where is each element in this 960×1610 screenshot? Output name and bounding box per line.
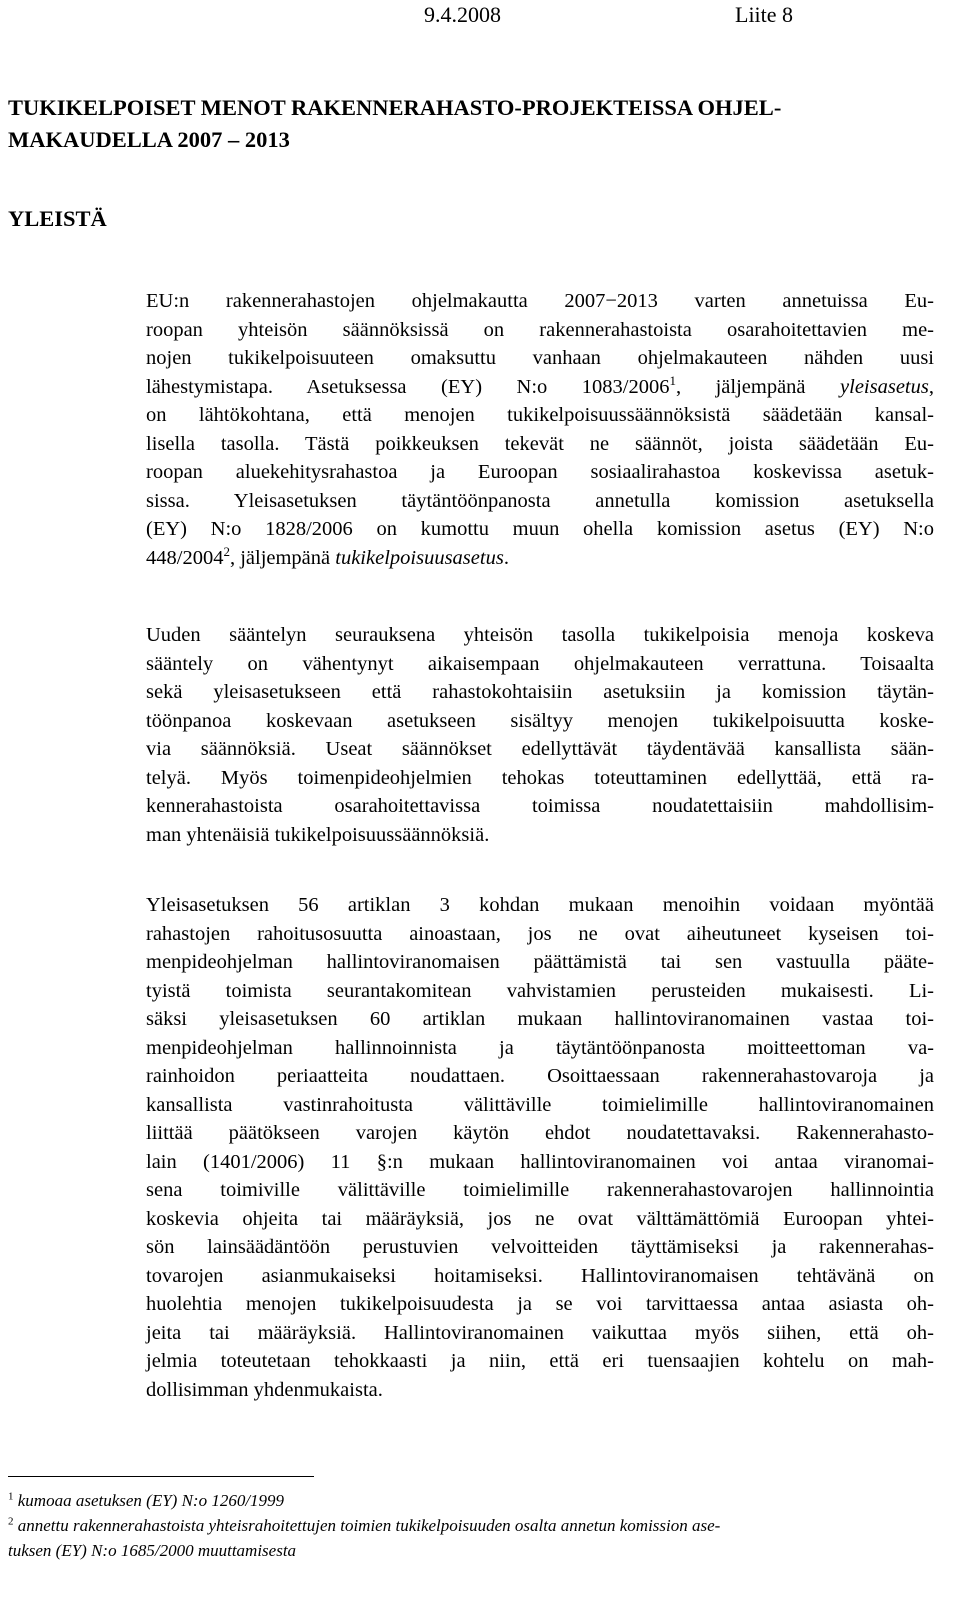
text-line: Uuden sääntelyn seurauksena yhteisön tasolla tukikelpoisia menoja koskeva bbox=[146, 624, 934, 646]
text-line: sekä yleisasetukseen että rahastokohtaisiin asetuksiin ja komission täytän- bbox=[146, 681, 934, 703]
text-line: rahastojen rahoitusosuutta ainoastaan, jos ne ovat aiheutuneet kyseisen toi- bbox=[146, 922, 934, 945]
text-line: (EY) N:o 1828/2006 on kumottu muun ohella komission asetus (EY) N:o bbox=[146, 518, 934, 540]
footnote-number: 1 bbox=[8, 1490, 14, 1503]
text-line: huolehtia menojen tukikelpoisuudesta ja se voi tarvittaessa antaa asiasta oh- bbox=[146, 1293, 934, 1315]
text-line: koskevia ohjeita tai määräyksiä, jos ne ovat välttämättömiä Euroopan yhtei- bbox=[146, 1207, 934, 1230]
footnote-ref-1: 1 bbox=[669, 372, 676, 388]
text-line: Yleisasetuksen 56 artiklan 3 kohdan mukaan menoihin voidaan myöntää bbox=[146, 894, 934, 916]
text-line: menpideohjelman hallintoviranomaisen päättämistä tai sen vastuulla pääte- bbox=[146, 951, 934, 973]
text-line: säksi yleisasetuksen 60 artiklan mukaan hallintoviranomainen vastaa toi- bbox=[146, 1008, 934, 1030]
text-line: EU:n rakennerahastojen ohjelmakautta 2007−2013 varten annetuissa Eu- bbox=[146, 290, 934, 312]
text-line: sääntely on vähentynyt aikaisempaan ohjelmakauteen verrattuna. Toisaalta bbox=[146, 652, 934, 675]
text-line: tyistä toimista seurantakomitean vahvistamien perusteiden mukaisesti. Li- bbox=[146, 979, 934, 1002]
footnote-text: kumoaa asetuksen (EY) N:o 1260/1999 bbox=[17, 1491, 285, 1510]
text-line: sena toimiville välittäville toimielimille rakennerahastovarojen hallinnointia bbox=[146, 1179, 934, 1201]
document-title bbox=[8, 92, 948, 156]
text-line: sön lainsäädäntöön perustuvien velvoitteiden täyttämiseksi ja rakennerahas- bbox=[146, 1236, 934, 1258]
text-line: tovarojen asianmukaiseksi hoitamiseksi. Hallintoviranomaisen tehtävänä on bbox=[146, 1264, 934, 1287]
text-line: man yhtenäisiä tukikelpoisuussäännöksiä. bbox=[146, 823, 490, 846]
text-line: sissa. Yleisasetuksen täytäntöönpanosta annetulla komission asetuksella bbox=[146, 489, 934, 512]
title-line: TUKIKELPOISET MENOT RAKENNERAHASTO-PROJEKTEISSA OHJEL- bbox=[8, 95, 782, 120]
paragraph-1 bbox=[146, 287, 934, 572]
footnote-ref-2: 2 bbox=[223, 543, 230, 559]
footnote-divider bbox=[8, 1476, 314, 1477]
text-line: jelmia toteutetaan tehokkaasti ja niin, että eri tuensaajien kohtelu on mah- bbox=[146, 1350, 934, 1372]
header-date: 9.4.2008 bbox=[424, 2, 501, 27]
text-line: lähestymistapa. Asetuksessa (EY) N:o 1083/2006$^1$, jäljempänä yleisasetus, bbox=[146, 372, 934, 398]
text-line: liittää päätökseen varojen käytön ehdot noudatettavaksi. Rakennerahasto- bbox=[146, 1122, 934, 1144]
text-line: on lähtökohtana, että menojen tukikelpoisuussäännöksistä säädetään kansal- bbox=[146, 404, 934, 426]
paragraph-3 bbox=[146, 891, 934, 1404]
text-line: kennerahastoista osarahoitettavissa toimissa noudatettaisiin mahdollisim- bbox=[146, 795, 934, 817]
text-line: rainhoidon periaatteita noudattaen. Osoittaessaan rakennerahastovaroja ja bbox=[146, 1065, 934, 1087]
text-line: 448/2004$^2$, jäljempänä tukikelpoisuusasetus. bbox=[146, 543, 509, 569]
text-line: roopan yhteisön säännöksissä on rakennerahastoista osarahoitettavien me- bbox=[146, 318, 934, 341]
text-line: dollisimman yhdenmukaista. bbox=[146, 1378, 383, 1401]
paragraph-2 bbox=[146, 621, 934, 849]
footnote-2 bbox=[8, 1513, 938, 1563]
text-line: roopan aluekehitysrahastoa ja Euroopan sosiaalirahastoa koskevissa asetuk- bbox=[146, 461, 934, 483]
text-line bbox=[8, 1513, 938, 1538]
text-line: jeita tai määräyksiä. Hallintoviranomainen vaikuttaa myös siihen, että oh- bbox=[146, 1321, 934, 1344]
text-line: menpideohjelman hallinnoinnista ja täytäntöönpanosta moitteettoman va- bbox=[146, 1036, 934, 1059]
text-line: töönpanoa koskevaan asetukseen sisältyy menojen tukikelpoisuutta koske- bbox=[146, 709, 934, 732]
footnote-1 bbox=[8, 1488, 938, 1513]
text-line: tuksen (EY) N:o 1685/2000 muuttamisesta bbox=[8, 1541, 297, 1560]
section-heading: YLEISTÄ bbox=[8, 206, 107, 231]
title-line: MAKAUDELLA 2007 – 2013 bbox=[8, 127, 290, 152]
footnote-text: annettu rakennerahastoista yhteisrahoitettujen toimien tukikelpoisuuden osalta annetun komission ase- bbox=[17, 1516, 721, 1535]
attachment-label: Liite 8 bbox=[735, 2, 794, 27]
text-line: lisella tasolla. Tästä poikkeuksen tekevät ne säännöt, joista säädetään Eu- bbox=[146, 432, 934, 455]
text-line: lain (1401/2006) 11 §:n mukaan hallintoviranomainen voi antaa viranomai- bbox=[146, 1150, 934, 1173]
text-line: kansallista vastinrahoitusta välittäville toimielimille hallintoviranomainen bbox=[146, 1093, 934, 1116]
text-line: nojen tukikelpoisuuteen omaksuttu vanhaan ohjelmakauteen nähden uusi bbox=[146, 347, 934, 369]
text-line: telyä. Myös toimenpideohjelmien tehokas toteuttaminen edellyttää, että ra- bbox=[146, 766, 934, 789]
footnote-number: 2 bbox=[8, 1515, 14, 1528]
text-line: via säännöksiä. Useat säännökset edellyttävät täydentävää kansallista sään- bbox=[146, 738, 934, 760]
